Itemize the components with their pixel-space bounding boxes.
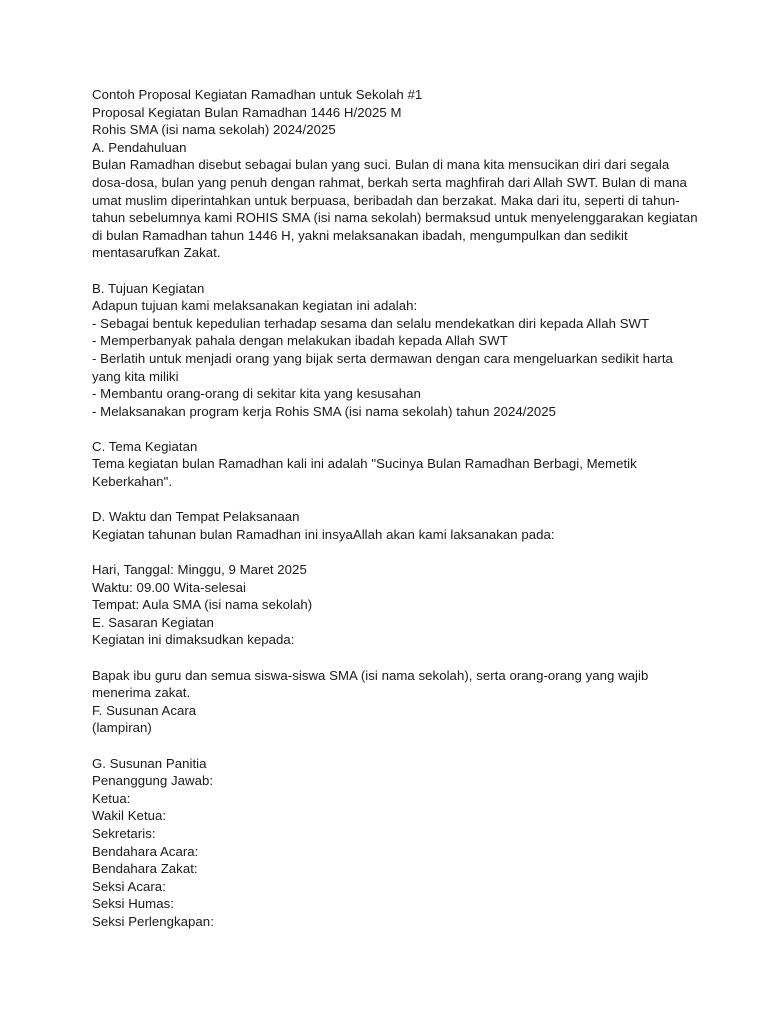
- committee-role: Seksi Perlengkapan:: [92, 913, 214, 929]
- section-c-heading: C. Tema Kegiatan: [92, 438, 198, 454]
- event-day: Hari, Tanggal: Minggu, 9 Maret 2025: [92, 562, 307, 578]
- blank-line: [92, 491, 682, 509]
- section-a-line: umat muslim diperintahkan untuk berpuasa, beribadah dan berzakat. Maka dari itu, seperti di tahun-: [92, 192, 680, 208]
- committee-role: Seksi Acara:: [92, 878, 166, 894]
- blank-line: [92, 543, 682, 561]
- section-f-note: (lampiran): [92, 720, 152, 736]
- blank-line: [92, 420, 682, 438]
- section-d-heading: D. Waktu dan Tempat Pelaksanaan: [92, 509, 300, 525]
- document-page: [92, 86, 698, 931]
- section-e-intro: Kegiatan ini dimaksudkan kepada:: [92, 632, 295, 648]
- section-a-heading: A. Pendahuluan: [92, 139, 187, 155]
- section-b-item: - Melaksanakan program kerja Rohis SMA (isi nama sekolah) tahun 2024/2025: [92, 403, 556, 419]
- organization-line: Rohis SMA (isi nama sekolah) 2024/2025: [92, 122, 336, 138]
- section-e-line: Bapak ibu guru dan semua siswa-siswa SMA (isi nama sekolah), serta orang-orang yang wajib: [92, 667, 649, 683]
- committee-role: Penanggung Jawab:: [92, 773, 214, 789]
- committee-role: Ketua:: [92, 790, 131, 806]
- event-place: Tempat: Aula SMA (isi nama sekolah): [92, 597, 313, 613]
- section-a-line: Bulan Ramadhan disebut sebagai bulan yang suci. Bulan di mana kita mensucikan diri dari segala: [92, 157, 670, 173]
- section-b-item: - Membantu orang-orang di sekitar kita yang kesusahan: [92, 386, 421, 402]
- committee-role: Bendahara Acara:: [92, 843, 199, 859]
- section-c-line: Tema kegiatan bulan Ramadhan kali ini adalah "Sucinya Bulan Ramadhan Berbagi, Memetik: [92, 456, 637, 472]
- blank-line: [92, 262, 682, 280]
- committee-role: Bendahara Zakat:: [92, 861, 198, 877]
- section-b-item: - Berlatih untuk menjadi orang yang bijak serta dermawan dengan cara mengeluarkan sedikit harta: [92, 350, 673, 366]
- document-title: Contoh Proposal Kegiatan Ramadhan untuk Sekolah #1: [92, 87, 423, 102]
- section-b-item: yang kita miliki: [92, 368, 179, 384]
- section-e-line: menerima zakat.: [92, 685, 191, 701]
- section-b-intro: Adapun tujuan kami melaksanakan kegiatan ini adalah:: [92, 298, 418, 314]
- section-b-item: - Memperbanyak pahala dengan melakukan ibadah kepada Allah SWT: [92, 333, 508, 349]
- proposal-subtitle: Proposal Kegiatan Bulan Ramadhan 1446 H/2025 M: [92, 104, 402, 120]
- section-f-heading: F. Susunan Acara: [92, 702, 197, 718]
- section-a-line: dosa-dosa, bulan yang penuh dengan rahmat, berkah serta maghfirah dari Allah SWT. Bulan di mana: [92, 174, 687, 190]
- section-b-heading: B. Tujuan Kegiatan: [92, 280, 205, 296]
- blank-line: [92, 737, 682, 755]
- committee-role: Seksi Humas:: [92, 896, 174, 912]
- section-c-line: Keberkahan".: [92, 474, 173, 490]
- section-b-item: - Sebagai bentuk kepedulian terhadap sesama dan selalu mendekatkan diri kepada Allah SWT: [92, 315, 650, 331]
- blank-line: [92, 649, 682, 667]
- committee-role: Sekretaris:: [92, 825, 156, 841]
- event-time: Waktu: 09.00 Wita-selesai: [92, 579, 246, 595]
- section-d-intro: Kegiatan tahunan bulan Ramadhan ini insyaAllah akan kami laksanakan pada:: [92, 526, 555, 542]
- section-a-line: tahun sebelumnya kami ROHIS SMA (isi nama sekolah) bermaksud untuk menyelenggarakan kegiatan: [92, 210, 698, 226]
- section-a-line: di bulan Ramadhan tahun 1446 H, yakni melaksanakan ibadah, mengumpulkan dan sedikit: [92, 227, 628, 243]
- committee-role: Wakil Ketua:: [92, 808, 167, 824]
- section-g-heading: G. Susunan Panitia: [92, 755, 207, 771]
- section-e-heading: E. Sasaran Kegiatan: [92, 614, 214, 630]
- section-a-line: mentasarufkan Zakat.: [92, 245, 221, 261]
